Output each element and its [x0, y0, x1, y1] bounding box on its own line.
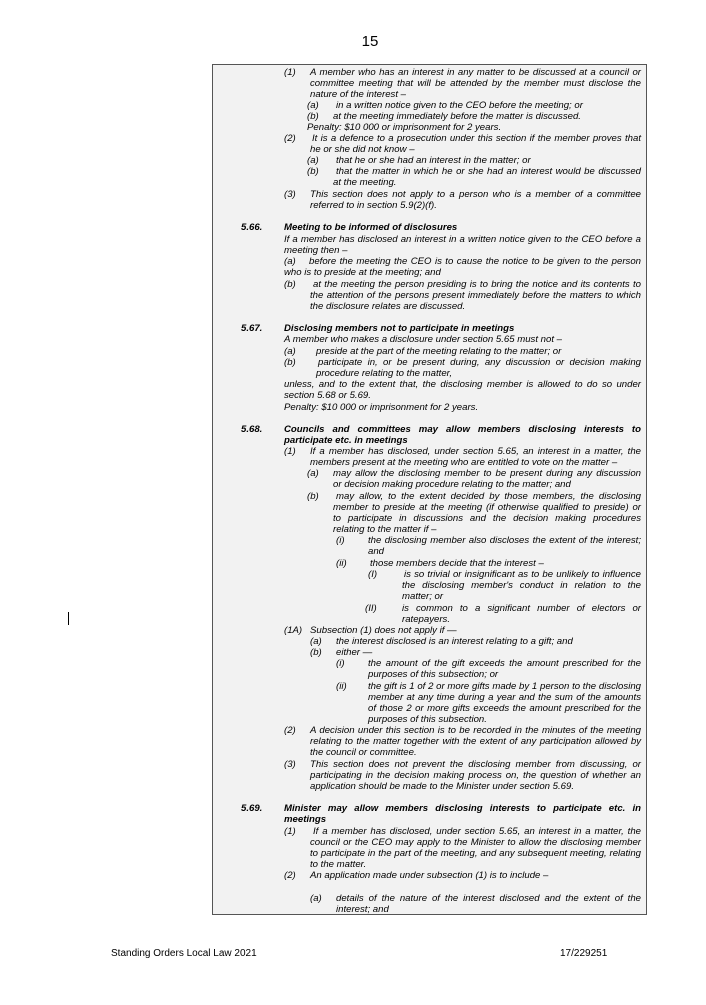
body-line: who is to preside at the meeting; and — [284, 267, 441, 278]
body-line: the interest disclosed is an interest relating to a gift; and — [336, 636, 573, 647]
body-line: An application made under subsection (1) is to include – — [310, 870, 549, 881]
body-line: A member who has an interest in any matter to be discussed at a council or — [310, 67, 641, 78]
clause-marker: (2) — [284, 725, 296, 736]
section-heading: Meeting to be informed of disclosures — [284, 222, 458, 233]
clause-marker: (a) — [307, 468, 319, 479]
clause-marker: (b) — [284, 279, 296, 290]
body-line: application should be made to the Minister under section 5.69. — [310, 781, 574, 792]
clause-marker: (2) — [284, 133, 296, 144]
clause-marker: (ii) — [336, 681, 347, 692]
body-line: relating to the matter together with the extent of any participation allowed by — [310, 736, 641, 747]
body-line: ratepayers. — [402, 614, 450, 625]
body-line: to participate in discussions and the decision making procedures — [333, 513, 641, 524]
clause-marker: (b) — [284, 357, 296, 368]
body-line: that he or she had an interest in the matter; or — [336, 155, 531, 166]
body-line: he or she did not know – — [310, 144, 415, 155]
body-line: It is a defence to a prosecution under this section if the member proves that — [312, 133, 641, 144]
body-line: nature of the interest – — [310, 89, 406, 100]
body-line: relating to the matter if – — [333, 524, 437, 535]
body-line: of those 2 or more gifts exceeds the amount prescribed for the — [368, 703, 641, 714]
body-line: If a member has disclosed an interest in a written notice given to the CEO before a — [284, 234, 641, 245]
clause-marker: (I) — [368, 569, 378, 580]
body-line: to participate in the part of the meeting, and any subsequent meeting, relating — [310, 848, 641, 859]
body-line: A member who makes a disclosure under section 5.65 must not – — [284, 334, 562, 345]
body-line: committee meeting that will be attended by the member must disclose the — [310, 78, 641, 89]
body-line: This section does not prevent the disclosing member from discussing, or — [310, 759, 641, 770]
body-line: is so trivial or insignificant as to be unlikely to influence — [404, 569, 641, 580]
body-line: either — — [336, 647, 373, 658]
body-line: the disclosing member also discloses the extent of the interest; — [368, 535, 641, 546]
body-line: unless, and to the extent that, the disclosing member is allowed to do so under — [284, 379, 641, 390]
clause-marker: (1) — [284, 826, 296, 837]
body-line: participate in, or be present during, any discussion or decision making — [318, 357, 641, 368]
body-line: members present at the meeting who are entitled to vote on the matter – — [310, 457, 618, 468]
section-heading: meetings — [284, 814, 327, 825]
body-line: interest; and — [336, 904, 389, 915]
clause-marker: (a) — [284, 346, 296, 357]
body-line: may allow the disclosing member to be present during any discussion — [333, 468, 641, 479]
body-line: details of the nature of the interest disclosed and the extent of the — [336, 893, 641, 904]
body-line: preside at the part of the meeting relating to the matter; or — [316, 346, 562, 357]
body-line: at the meeting. — [333, 177, 397, 188]
body-line: council or the CEO may apply to the Minister to allow the disclosing member — [310, 837, 641, 848]
body-line: purposes of this subsection; or — [368, 669, 499, 680]
body-line: section 5.68 or 5.69. — [284, 390, 371, 401]
clause-marker: (a) — [310, 636, 322, 647]
body-line: is common to a significant number of electors or — [402, 603, 641, 614]
body-line: procedure relating to the matter, — [316, 368, 452, 379]
section-heading: Councils and committees may allow members disclosing interests to — [284, 424, 641, 435]
body-line: Subsection (1) does not apply if — — [310, 625, 457, 636]
section-number: 5.67. — [241, 323, 263, 334]
section-number: 5.66. — [241, 222, 263, 233]
section-heading: participate etc. in meetings — [284, 435, 408, 446]
body-line: that the matter in which he or she had an interest would be discussed — [336, 166, 641, 177]
body-line: member at any time during a year and the sum of the amounts — [368, 692, 641, 703]
body-line: the gift is 1 of 2 or more gifts made by 1 person to the disclosing — [368, 681, 641, 692]
body-line: those members decide that the interest – — [370, 558, 544, 569]
body-line: or decision making procedure relating to the matter; and — [333, 479, 571, 490]
page-number: 15 — [361, 33, 379, 50]
section-number: 5.68. — [241, 424, 263, 435]
body-line: matter; or — [402, 591, 444, 602]
text-cursor — [68, 612, 69, 625]
body-line: meeting then – — [284, 245, 348, 256]
footer-reference: 17/229251 — [560, 948, 608, 959]
footer-title: Standing Orders Local Law 2021 — [111, 948, 257, 959]
clause-marker: (II) — [365, 603, 377, 614]
section-heading: Minister may allow members disclosing interests to participate etc. in — [284, 803, 641, 814]
body-line: If a member has disclosed, under section 5.65, an interest in a matter, the — [310, 446, 641, 457]
body-line: Penalty: $10 000 or imprisonment for 2 years. — [284, 402, 479, 413]
clause-marker: (a) — [307, 155, 319, 166]
body-line: the disclosure relates are discussed. — [310, 301, 466, 312]
body-line: A decision under this section is to be recorded in the minutes of the meeting — [310, 725, 641, 736]
body-line: before the meeting the CEO is to cause the notice to be given to the person — [309, 256, 641, 267]
clause-marker: (b) — [307, 111, 319, 122]
clause-marker: (3) — [284, 189, 296, 200]
body-line: This section does not apply to a person who is a member of a committee — [310, 189, 641, 200]
clause-marker: (b) — [307, 166, 319, 177]
body-line: the council or committee. — [310, 747, 417, 758]
clause-marker: (1) — [284, 446, 296, 457]
clause-marker: (b) — [310, 647, 322, 658]
body-line: to the matter. — [310, 859, 367, 870]
clause-marker: (ii) — [336, 558, 347, 569]
clause-marker: (3) — [284, 759, 296, 770]
clause-marker: (b) — [307, 491, 319, 502]
clause-marker: (i) — [336, 658, 345, 669]
clause-marker: (1) — [284, 67, 296, 78]
clause-marker: (i) — [336, 535, 345, 546]
clause-marker: (a) — [284, 256, 296, 267]
body-line: the disclosing member's conduct in relation to the — [402, 580, 641, 591]
body-line: the attention of the persons present immediately before the matters to which — [310, 290, 641, 301]
body-line: referred to in section 5.9(2)(f). — [310, 200, 437, 211]
body-line: in a written notice given to the CEO before the meeting; or — [336, 100, 583, 111]
body-line: at the meeting immediately before the matter is discussed. — [333, 111, 581, 122]
body-line: at the meeting the person presiding is to bring the notice and its contents to — [313, 279, 641, 290]
body-line: and — [368, 546, 385, 557]
clause-marker: (a) — [310, 893, 322, 904]
body-line: Penalty: $10 000 or imprisonment for 2 years. — [307, 122, 502, 133]
body-line: If a member has disclosed, under section 5.65, an interest in a matter, the — [313, 826, 641, 837]
body-line: participating in the decision making process on, the question of whether an — [310, 770, 641, 781]
clause-marker: (a) — [307, 100, 319, 111]
body-line: may allow, to the extent decided by those members, the disclosing — [336, 491, 641, 502]
section-number: 5.69. — [241, 803, 263, 814]
body-line: purposes of this subsection. — [368, 714, 487, 725]
section-heading: Disclosing members not to participate in meetings — [284, 323, 515, 334]
clause-marker: (1A) — [284, 625, 303, 636]
clause-marker: (2) — [284, 870, 296, 881]
body-line: member to preside at the meeting (if otherwise qualified to preside) or — [333, 502, 641, 513]
body-line: the amount of the gift exceeds the amount prescribed for the — [368, 658, 641, 669]
